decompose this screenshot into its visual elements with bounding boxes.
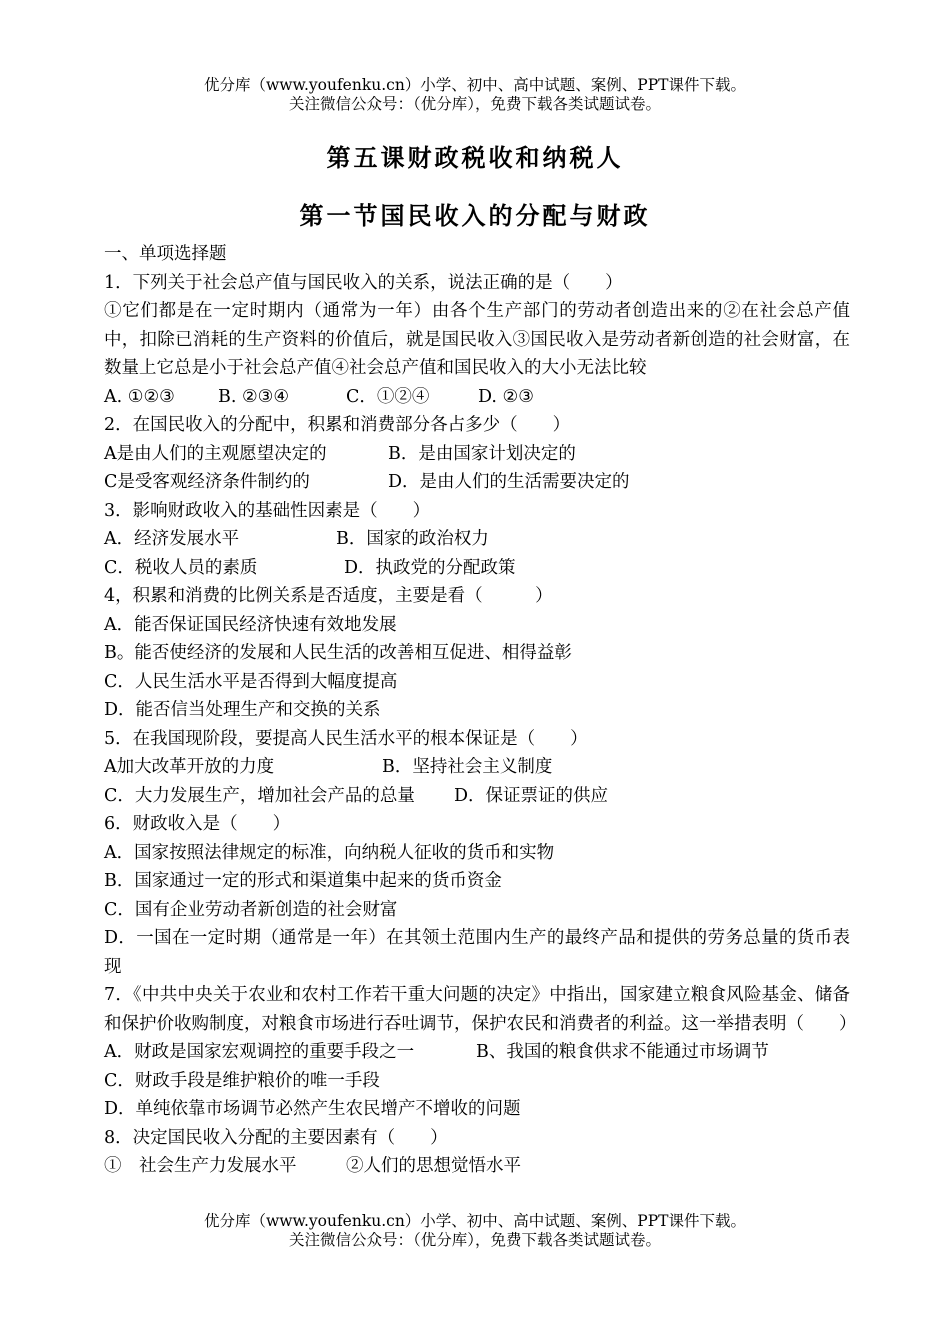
question-1-options — [104, 383, 850, 412]
header-line-2: 关注微信公众号：（优分库），免费下载各类试题试卷。 — [288, 95, 661, 113]
option-a: A．国家按照法律规定的标准，向纳税人征收的货币和实物 — [104, 842, 555, 863]
option-c: C．大力发展生产，增加社会产品的总量 — [104, 785, 415, 806]
question-7-row-1 — [104, 1038, 850, 1067]
option-2: ②人们的思想觉悟水平 — [346, 1156, 521, 1176]
option-b: B。能否使经济的发展和人民生活的改善相互促进、相得益彰 — [104, 643, 572, 663]
footer-line-1: 优分库（www.youfenku.cn）小学、初中、高中试题、案例、PPT课件下载。 — [203, 1212, 747, 1230]
option-b: B．国家通过一定的形式和渠道集中起来的货币资金 — [104, 871, 502, 891]
question-5-row-1 — [104, 753, 850, 782]
option-a: A．财政是国家宏观调控的重要手段之一 — [104, 1042, 415, 1062]
option-d: D．能否信当处理生产和交换的关系 — [104, 700, 381, 720]
question-list — [104, 240, 857, 1181]
question-7-stem: 7．《中共中央关于农业和农村工作若干重大问题的决定》中指出，国家建立粮食风险基金、储备和保护价收购制度，对粮食市场进行吞吐调节，保护农民和消费者的利益。这一举措表明（ ） — [104, 985, 857, 1034]
question-3-row-1 — [104, 525, 850, 554]
page-header — [0, 76, 950, 114]
option-1: ① 社会生产力发展水平 — [104, 1156, 297, 1176]
question-1-stem: 1．下列关于社会总产值与国民收入的关系，说法正确的是（ ） — [104, 272, 623, 293]
question-4-stem: 4，积累和消费的比例关系是否适度，主要是看（ ） — [104, 586, 553, 606]
question-2-row-1 — [104, 440, 850, 469]
section-heading: 一、单项选择题 — [104, 244, 227, 264]
option-c: C是受客观经济条件制约的 — [104, 472, 310, 492]
question-5-row-2 — [104, 782, 850, 811]
question-8-stem: 8．决定国民收入分配的主要因素有（ ） — [104, 1127, 448, 1148]
option-c: C．人民生活水平是否得到大幅度提高 — [104, 671, 398, 692]
option-d: D．是由人们的生活需要决定的 — [388, 472, 630, 492]
page-footer — [0, 1212, 950, 1250]
question-1-body: ①它们都是在一定时期内（通常为一年）由各个生产部门的劳动者创造出来的②在社会总产值中，扣除已消耗的生产资料的价值后，就是国民收入③国民收入是劳动者新创造的社会财富，在数量上它总是小于社会总产值④社会总产值和国民收入的大小无法比较 — [104, 301, 850, 378]
question-2-row-2 — [104, 468, 850, 497]
option-a: A．能否保证国民经济快速有效地发展 — [104, 614, 397, 635]
option-b: B．国家的政治权力 — [336, 529, 489, 549]
option-b: B、我国的粮食供求不能通过市场调节 — [476, 1042, 769, 1062]
question-6-stem: 6．财政收入是（ ） — [104, 814, 291, 834]
option-a: A. ①②③ — [104, 386, 175, 407]
option-b: B．坚持社会主义制度 — [382, 757, 553, 777]
question-2-stem: 2．在国民收入的分配中，积累和消费部分各占多少（ ） — [104, 415, 571, 435]
option-a: A加大改革开放的力度 — [104, 757, 275, 777]
option-c: C．税收人员的素质 — [104, 557, 258, 578]
option-a: A是由人们的主观愿望决定的 — [104, 443, 327, 464]
option-d: D. ②③ — [478, 386, 534, 407]
lesson-title: 第五课财政税收和纳税人 — [326, 143, 624, 172]
option-a: A．经济发展水平 — [104, 529, 240, 549]
question-3-stem: 3．影响财政收入的基础性因素是（ ） — [104, 500, 431, 521]
footer-line-2: 关注微信公众号：（优分库），免费下载各类试题试卷。 — [288, 1231, 661, 1249]
question-8-row-1 — [104, 1152, 850, 1181]
option-c: C．国有企业劳动者新创造的社会财富 — [104, 899, 398, 920]
option-c: C．财政手段是维护粮价的唯一手段 — [104, 1070, 380, 1091]
option-b: B. ②③④ — [218, 386, 290, 407]
option-d: D．执政党的分配政策 — [344, 557, 516, 578]
section-title: 第一节国民收入的分配与财政 — [299, 201, 651, 230]
question-3-row-2 — [104, 554, 850, 583]
option-d: D．保证票证的供应 — [454, 785, 609, 806]
option-b: B．是由国家计划决定的 — [388, 443, 576, 464]
option-c: C．①②④ — [346, 386, 430, 407]
question-5-stem: 5．在我国现阶段，要提高人民生活水平的根本保证是（ ） — [104, 728, 588, 749]
option-d: D．一国在一定时期（通常是一年）在其领土范围内生产的最终产品和提供的劳务总量的货币表现 — [104, 928, 850, 977]
option-d: D．单纯依靠市场调节必然产生农民增产不增收的问题 — [104, 1099, 521, 1119]
header-line-1: 优分库（www.youfenku.cn）小学、初中、高中试题、案例、PPT课件下载。 — [203, 76, 747, 94]
